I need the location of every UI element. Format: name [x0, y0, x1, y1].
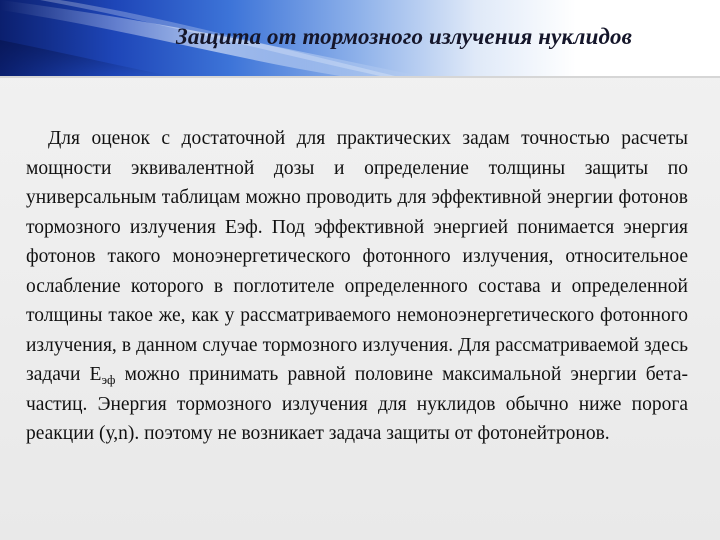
- slide-title: Защита от тормозного излучения нуклидов: [176, 24, 632, 49]
- header-divider: [0, 76, 720, 78]
- header-banner: [0, 0, 720, 76]
- body-text-end: можно принимать равной половине максимальной энергии бета-частиц. Энергия тормозного излучения для нуклидов обычно ниже порога реакции (у,n). поэтому не возникает задача защиты от фотонейтронов.: [26, 364, 688, 444]
- body-paragraph: [26, 124, 688, 449]
- body-subscript: эф: [101, 372, 116, 387]
- body-text-main: Для оценок с достаточной для практических задам точностью расчеты мощности эквивалентной дозы и определение толщины защиты по универсальным таблицам можно проводить для эффективной энергии фотонов тормозного излучения Еэф. Под эффективной энергией понимается энергия фотонов такого моноэнергетического фотонного излучения, относительное ослабление которого в поглотителе определенного состава и определенной толщины такое же, как у рассматриваемого немоноэнергетического фотонного излучения, в данном случае тормозного излучения. Для рассматриваемой здесь задачи Е: [26, 128, 688, 385]
